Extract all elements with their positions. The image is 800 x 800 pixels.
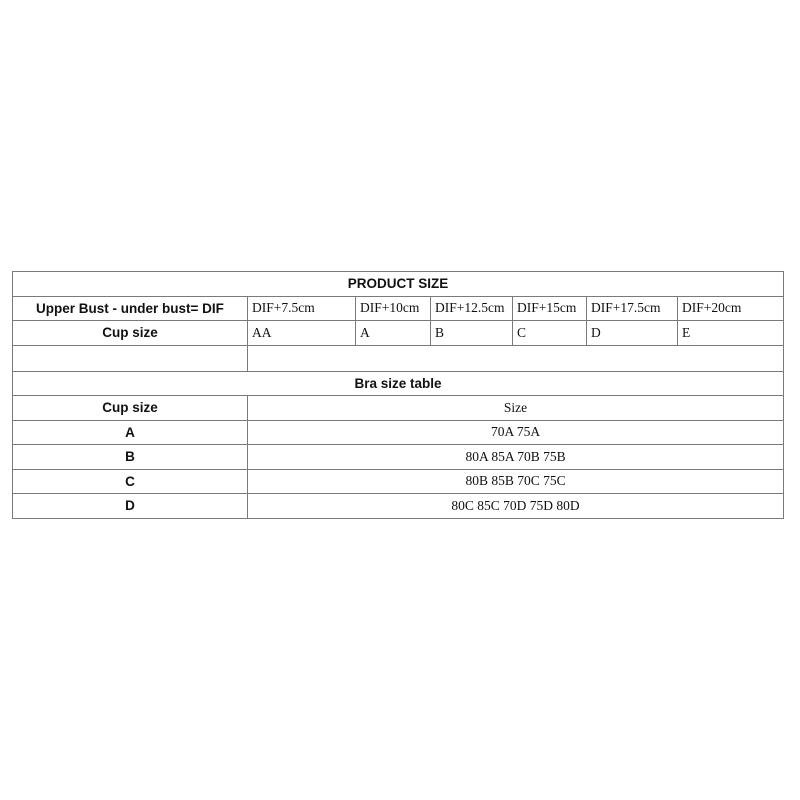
dif-value: DIF+15cm xyxy=(513,296,587,321)
size-header: Size xyxy=(248,396,784,421)
cup-size-label: Cup size xyxy=(13,321,248,346)
size-chart xyxy=(12,271,783,519)
dif-value: DIF+12.5cm xyxy=(431,296,513,321)
cup-value: B xyxy=(431,321,513,346)
empty-cell xyxy=(13,345,248,371)
bra-sizes: 80B 85B 70C 75C xyxy=(248,469,784,494)
dif-label: Upper Bust - under bust= DIF xyxy=(13,296,248,321)
bra-row xyxy=(13,420,784,445)
dif-value: DIF+7.5cm xyxy=(248,296,356,321)
dif-value: DIF+20cm xyxy=(678,296,784,321)
cup-size-header: Cup size xyxy=(13,396,248,421)
bra-table-title: Bra size table xyxy=(13,371,784,396)
bra-table-header-row xyxy=(13,396,784,421)
bra-sizes: 80A 85A 70B 75B xyxy=(248,445,784,470)
bra-cup: B xyxy=(13,445,248,470)
size-table xyxy=(12,271,784,519)
dif-value: DIF+10cm xyxy=(356,296,431,321)
bra-table-title-row xyxy=(13,371,784,396)
cup-value: C xyxy=(513,321,587,346)
bra-cup: D xyxy=(13,494,248,519)
bra-row xyxy=(13,469,784,494)
cup-value: AA xyxy=(248,321,356,346)
cup-value: D xyxy=(587,321,678,346)
cup-value: E xyxy=(678,321,784,346)
product-size-title: PRODUCT SIZE xyxy=(13,272,784,297)
cup-row xyxy=(13,321,784,346)
dif-row xyxy=(13,296,784,321)
bra-cup: A xyxy=(13,420,248,445)
bra-cup: C xyxy=(13,469,248,494)
bra-row xyxy=(13,494,784,519)
bra-row xyxy=(13,445,784,470)
bra-sizes: 80C 85C 70D 75D 80D xyxy=(248,494,784,519)
dif-value: DIF+17.5cm xyxy=(587,296,678,321)
bra-sizes: 70A 75A xyxy=(248,420,784,445)
product-size-title-row xyxy=(13,272,784,297)
empty-cell xyxy=(248,345,784,371)
empty-row xyxy=(13,345,784,371)
cup-value: A xyxy=(356,321,431,346)
